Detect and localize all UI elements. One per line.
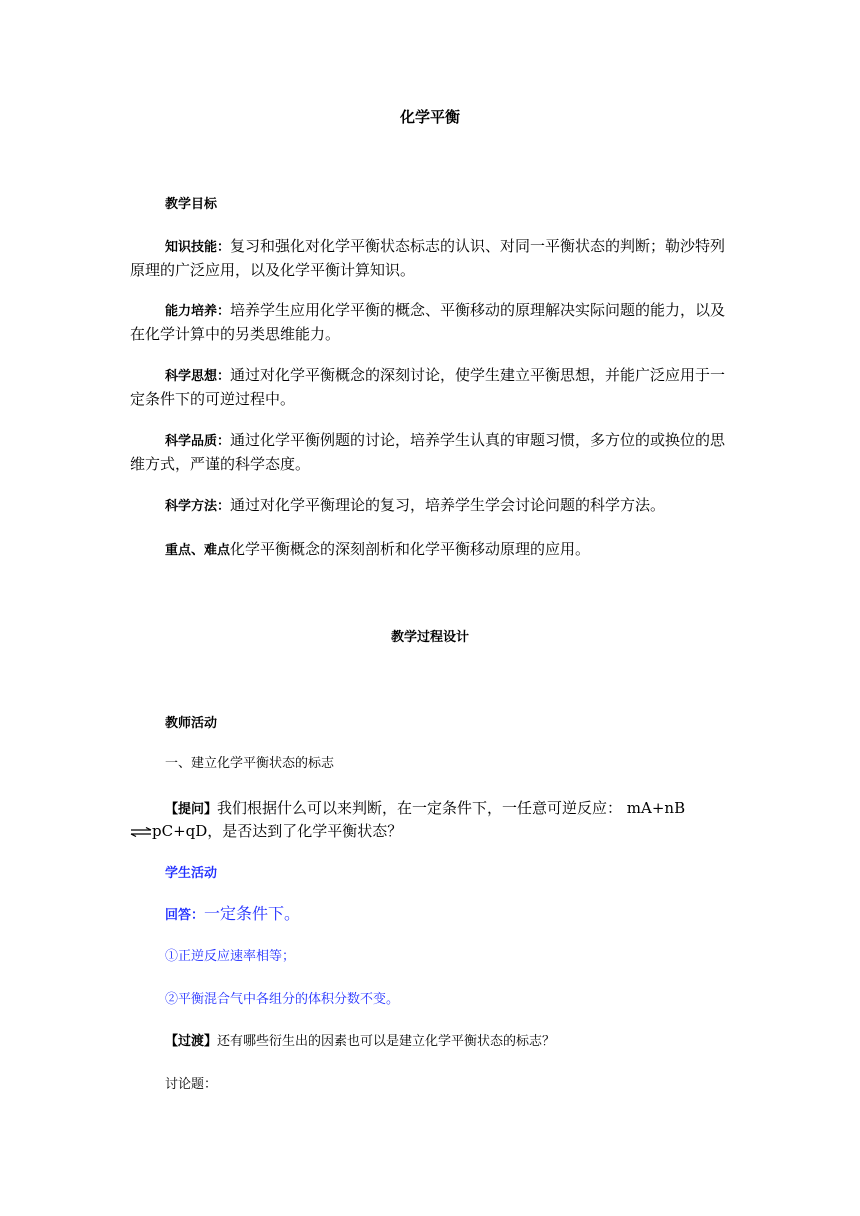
goal-thought <box>130 364 730 411</box>
question-text-b: pC+qD，是否达到了化学平衡状态？ <box>152 822 403 840</box>
discussion-label: 讨论题： <box>165 1077 218 1092</box>
goal-text: 通过对化学平衡概念的深刻讨论，使学生建立平衡思想，并能广泛应用于一定条件下的可逆过程中。 <box>130 366 726 408</box>
question-text-a: 我们根据什么可以来判断，在一定条件下，一任意可逆反应： mA+nB <box>217 799 686 817</box>
goal-ability <box>130 299 730 346</box>
student-heading: 学生活动 <box>165 866 218 881</box>
answer-text: 一定条件下。 <box>204 904 301 923</box>
answer-label: 回答： <box>165 908 205 923</box>
goal-label: 科学品质： <box>165 434 231 449</box>
answer-item-1: ①正逆反应速率相等； <box>165 949 296 964</box>
goal-knowledge <box>130 235 730 282</box>
goal-label: 科学思想： <box>165 369 231 384</box>
question-paragraph <box>130 797 720 821</box>
process-heading: 教学过程设计 <box>390 630 469 645</box>
answer-line <box>165 903 300 927</box>
answer-item-2: ②平衡混合气中各组分的体积分数不变。 <box>165 992 400 1007</box>
goal-text: 通过对化学平衡理论的复习，培养学生学会讨论问题的科学方法。 <box>230 496 666 514</box>
goal-text: 培养学生应用化学平衡的概念、平衡移动的原理解决实际问题的能力，以及在化学计算中的另类思维能力。 <box>130 301 726 343</box>
goal-label: 知识技能： <box>165 240 231 255</box>
transition-line <box>165 1032 555 1052</box>
goal-text: 复习和强化对化学平衡状态标志的认识、对同一平衡状态的判断；勒沙特列原理的广泛应用，以及化学平衡计算知识。 <box>130 237 726 279</box>
goal-keypoints <box>130 538 730 562</box>
document-title: 化学平衡 <box>399 108 460 126</box>
goal-label: 科学方法： <box>165 499 231 514</box>
goal-text: 通过化学平衡例题的讨论，培养学生认真的审题习惯，多方位的或换位的思维方式，严谨的科学态度。 <box>130 431 726 473</box>
goal-label: 重点、难点 <box>165 543 231 558</box>
section-title: 一、建立化学平衡状态的标志 <box>165 756 335 771</box>
goal-text: 化学平衡概念的深刻剖析和化学平衡移动原理的应用。 <box>230 540 591 558</box>
question-label: 【提问】 <box>165 802 218 817</box>
teacher-heading: 教师活动 <box>165 716 218 731</box>
transition-label: 【过渡】 <box>165 1034 218 1049</box>
goals-heading: 教学目标 <box>165 197 218 212</box>
goal-method <box>130 494 730 518</box>
goal-quality <box>130 429 730 476</box>
goal-label: 能力培养： <box>165 304 231 319</box>
question-line-2 <box>130 820 402 843</box>
transition-text: 还有哪些衍生出的因素也可以是建立化学平衡状态的标志？ <box>217 1034 556 1049</box>
reversible-arrow-icon <box>130 827 152 837</box>
